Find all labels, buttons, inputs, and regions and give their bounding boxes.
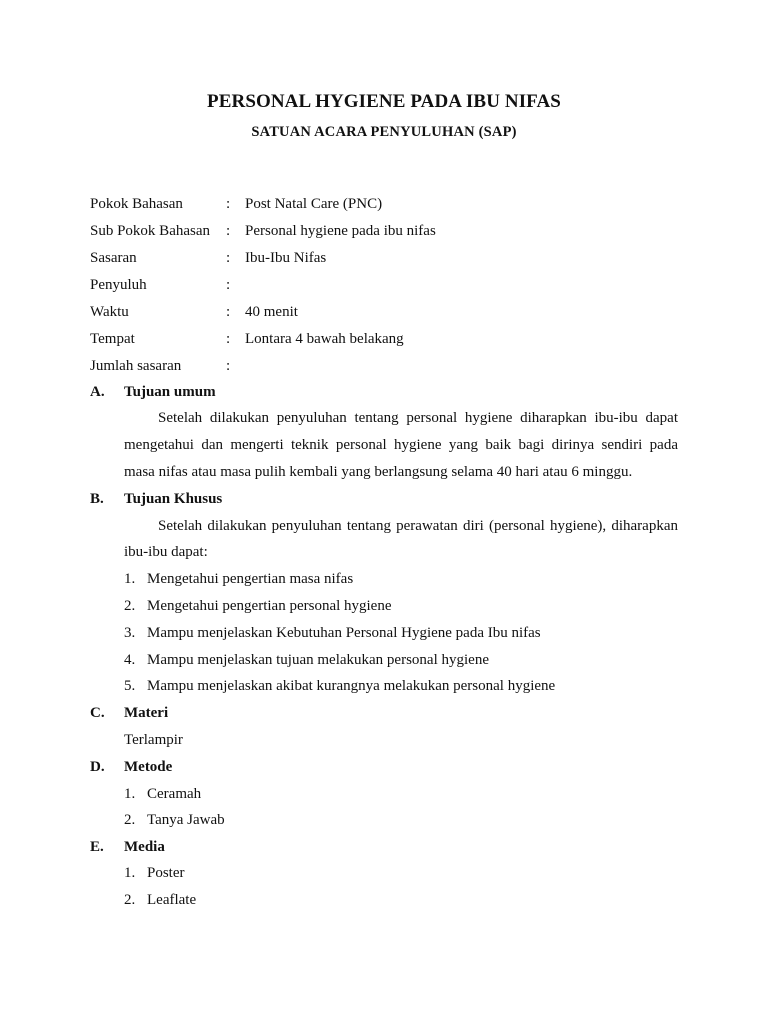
info-label-sub-pokok-bahasan: Sub Pokok Bahasan: [90, 223, 210, 239]
paragraph-line: mengetahui dan mengerti teknik personal hygiene yang baik bagi dirinya sendiri pada: [124, 437, 678, 453]
section-title: Materi: [124, 705, 169, 721]
section-title: Metode: [124, 759, 173, 775]
document-subtitle: SATUAN ACARA PENYULUHAN (SAP): [251, 124, 517, 140]
info-colon: :: [226, 331, 231, 347]
list-item: Mampu menjelaskan akibat kurangnya melakukan personal hygiene: [147, 678, 556, 694]
section-text: Terlampir: [124, 732, 183, 748]
info-value-waktu: 40 menit: [245, 304, 298, 320]
list-item: Ceramah: [147, 786, 202, 802]
list-item: Poster: [147, 865, 185, 881]
info-colon: :: [226, 304, 231, 320]
section-letter: A.: [90, 384, 105, 400]
section-letter: D.: [90, 759, 105, 775]
info-colon: :: [226, 358, 231, 374]
list-item-number: 1.: [124, 865, 136, 881]
info-value-sasaran: Ibu-Ibu Nifas: [245, 250, 327, 266]
list-item-number: 4.: [124, 652, 136, 668]
list-item-number: 2.: [124, 892, 136, 908]
list-item: Mampu menjelaskan tujuan melakukan personal hygiene: [147, 652, 489, 668]
section-title: Tujuan umum: [124, 384, 216, 400]
info-label-waktu: Waktu: [90, 304, 129, 320]
info-value-sub-pokok-bahasan: Personal hygiene pada ibu nifas: [245, 223, 436, 239]
list-item: Mengetahui pengertian personal hygiene: [147, 598, 392, 614]
info-colon: :: [226, 250, 231, 266]
info-colon: :: [226, 223, 231, 239]
section-letter: C.: [90, 705, 105, 721]
section-letter: B.: [90, 491, 104, 507]
list-item: Mengetahui pengertian masa nifas: [147, 571, 354, 587]
paragraph-line: Setelah dilakukan penyuluhan tentang personal hygiene diharapkan ibu-ibu dapat: [158, 410, 678, 426]
section-title: Tujuan Khusus: [124, 491, 223, 507]
list-item: Mampu menjelaskan Kebutuhan Personal Hygiene pada Ibu nifas: [147, 625, 541, 641]
section-letter: E.: [90, 839, 104, 855]
list-item-number: 3.: [124, 625, 136, 641]
list-item: Tanya Jawab: [147, 812, 225, 828]
info-label-pokok-bahasan: Pokok Bahasan: [90, 196, 183, 212]
info-label-tempat: Tempat: [90, 331, 135, 347]
list-item-number: 5.: [124, 678, 136, 694]
info-label-penyuluh: Penyuluh: [90, 277, 147, 293]
list-item-number: 2.: [124, 812, 136, 828]
paragraph-line: Setelah dilakukan penyuluhan tentang perawatan diri (personal hygiene), diharapkan: [158, 518, 678, 534]
info-label-sasaran: Sasaran: [90, 250, 137, 266]
section-title: Media: [124, 839, 165, 855]
paragraph-line: ibu-ibu dapat:: [124, 544, 208, 560]
list-item: Leaflate: [147, 892, 197, 908]
document-title: PERSONAL HYGIENE PADA IBU NIFAS: [207, 91, 561, 112]
list-item-number: 1.: [124, 571, 136, 587]
info-colon: :: [226, 196, 231, 212]
info-colon: :: [226, 277, 231, 293]
list-item-number: 2.: [124, 598, 136, 614]
info-value-pokok-bahasan: Post Natal Care (PNC): [245, 196, 383, 212]
paragraph-line: masa nifas atau masa pulih kembali yang berlangsung selama 40 hari atau 6 minggu.: [124, 464, 633, 480]
info-label-jumlah-sasaran: Jumlah sasaran: [90, 358, 182, 374]
list-item-number: 1.: [124, 786, 136, 802]
info-value-tempat: Lontara 4 bawah belakang: [245, 331, 404, 347]
